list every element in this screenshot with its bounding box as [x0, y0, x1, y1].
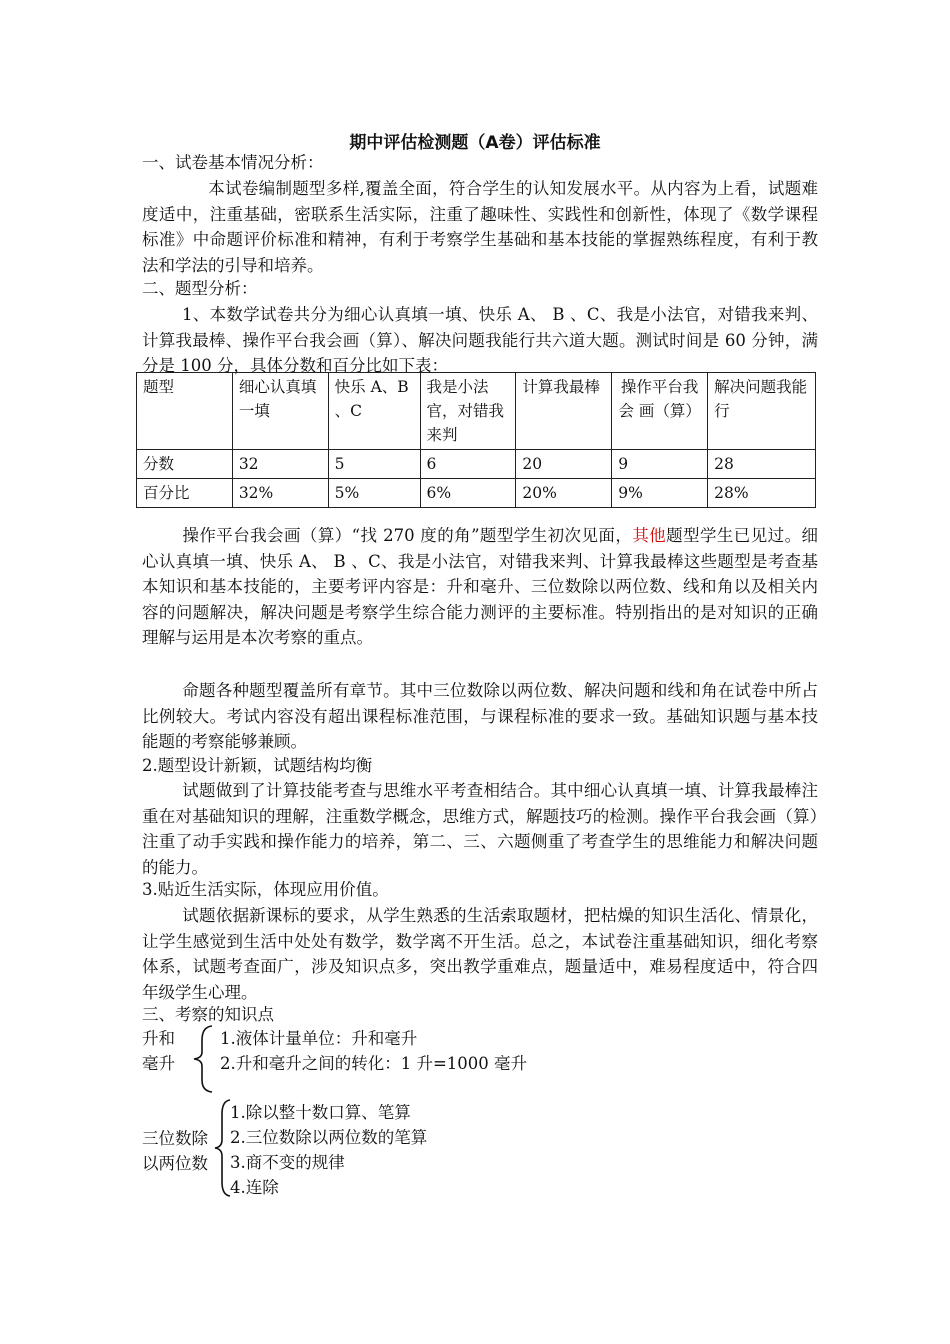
- group2-item: 4.连除: [230, 1178, 279, 1197]
- table-header-cell: 计算我最棒: [516, 373, 612, 450]
- score-table: [136, 372, 816, 508]
- group2-item: 2.三位数除以两位数的笔算: [230, 1128, 428, 1147]
- table-cell: 百分比: [137, 479, 233, 508]
- table-cell: 20: [516, 450, 612, 479]
- table-cell: 6: [420, 450, 516, 479]
- group1-item: 2.升和毫升之间的转化：1 升=1000 毫升: [220, 1054, 528, 1073]
- table-header-cell: 题型: [137, 373, 233, 450]
- table-cell: 28%: [708, 479, 816, 508]
- analysis-text-2: 题型学生已见过。细心认真填一填、快乐 A、 B 、C、我是小法官，对错我来判、计算我最棒这些题型是考查基本知识和基本技能的，主要考评内容是：升和毫升、三位数除以两位数、线和角以及相关内容的问题解决，解决问题是考察学生综合能力测评的主要标准。特别指出的是对知识的正确理解与运用是本次考察的重点。: [142, 526, 819, 647]
- section2-intro: [142, 302, 818, 379]
- table-header-row: [137, 373, 816, 450]
- section2-intro-text: 1、本数学试卷共分为细心认真填一填、快乐 A、 B 、C、我是小法官，对错我来判、计算我最棒、操作平台我会画（算）、解决问题我能行共六道大题。测试时间是 60 分钟，满分是 100 分，具体分数和百分比如下表：: [142, 305, 818, 375]
- group1-label-line1: 升和: [142, 1029, 175, 1048]
- table-header-cell: 我是小法官，对错我来判: [420, 373, 516, 450]
- table-cell: 32%: [232, 479, 328, 508]
- table-cell: 6%: [420, 479, 516, 508]
- point2-heading: 2.题型设计新颖，试题结构均衡: [142, 756, 373, 775]
- analysis-text-1: 操作平台我会画（算）“找 270 度的角”题型学生初次见面，: [182, 526, 633, 545]
- page-title: 期中评估检测题（A卷）评估标准: [349, 133, 601, 153]
- point2-paragraph: [142, 778, 818, 880]
- table-cell: 分数: [137, 450, 233, 479]
- table-header-cell: 解决问题我能行: [708, 373, 816, 450]
- point3-paragraph: [142, 903, 818, 1005]
- section2-heading: 二、题型分析：: [142, 279, 258, 298]
- section1-text: 本试卷编制题型多样,覆盖全面，符合学生的认知发展水平。从内容为上看，试题难度适中，注重基础，密联系生活实际，注重了趣味性、实践性和创新性，体现了《数学课程标准》中命题评价标准和精神，有利于考察学生基础和基本技能的掌握熟练程度，有利于教法和学法的引导和培养。: [142, 179, 818, 275]
- table-cell: 28: [708, 450, 816, 479]
- table-cell: 32: [232, 450, 328, 479]
- section3-heading: 三、考察的知识点: [142, 1005, 274, 1024]
- group1-label-line2: 毫升: [142, 1054, 175, 1073]
- group2-item: 1.除以整十数口算、笔算: [230, 1103, 411, 1122]
- group2-item: 3.商不变的规律: [230, 1153, 345, 1172]
- point3-text: 试题依据新课标的要求，从学生熟悉的生活索取题材，把枯燥的知识生活化、情景化，让学生感觉到生活中处处有数学，数学离不开生活。总之，本试卷注重基础知识，细化考察体系，试题考查面广，涉及知识点多，突出教学重难点，题量适中，难易程度适中，符合四年级学生心理。: [142, 906, 818, 1002]
- group1-item: 1.液体计量单位：升和毫升: [220, 1029, 418, 1048]
- table-row: [137, 450, 816, 479]
- analysis-paragraph: [142, 523, 818, 651]
- table-header-cell: 快乐 A、B 、C: [328, 373, 420, 450]
- table-cell: 9: [612, 450, 708, 479]
- table-cell: 5: [328, 450, 420, 479]
- group2-label-line2: 以两位数: [142, 1154, 208, 1173]
- table-cell: 9%: [612, 479, 708, 508]
- point2-text: 试题做到了计算技能考查与思维水平考查相结合。其中细心认真填一填、计算我最棒注重在对基础知识的理解，注重数学概念，思维方式，解题技巧的检测。操作平台我会画（算）注重了动手实践和操作能力的培养，第二、三、六题侧重了考查学生的思维能力和解决问题的能力。: [142, 781, 818, 877]
- table-header-cell: 操作平台我 会 画（算）: [612, 373, 708, 450]
- coverage-paragraph: [142, 678, 818, 755]
- group2-label-line1: 三位数除: [142, 1129, 208, 1148]
- section1-paragraph: [142, 176, 818, 278]
- point3-heading: 3.贴近生活实际，体现应用价值。: [142, 880, 389, 899]
- table-header-cell: 细心认真填一填: [232, 373, 328, 450]
- table-cell: 5%: [328, 479, 420, 508]
- section1-heading: 一、试卷基本情况分析：: [142, 153, 324, 172]
- highlight-text: 其他: [632, 526, 667, 545]
- table-cell: 20%: [516, 479, 612, 508]
- coverage-text: 命题各种题型覆盖所有章节。其中三位数除以两位数、解决问题和线和角在试卷中所占比例较大。考试内容没有超出课程标准范围，与课程标准的要求一致。基础知识题与基本技能题的考察能够兼顾。: [142, 681, 818, 751]
- table-row: [137, 479, 816, 508]
- brace-icon: [188, 1024, 218, 1094]
- brace-icon: [210, 1098, 232, 1198]
